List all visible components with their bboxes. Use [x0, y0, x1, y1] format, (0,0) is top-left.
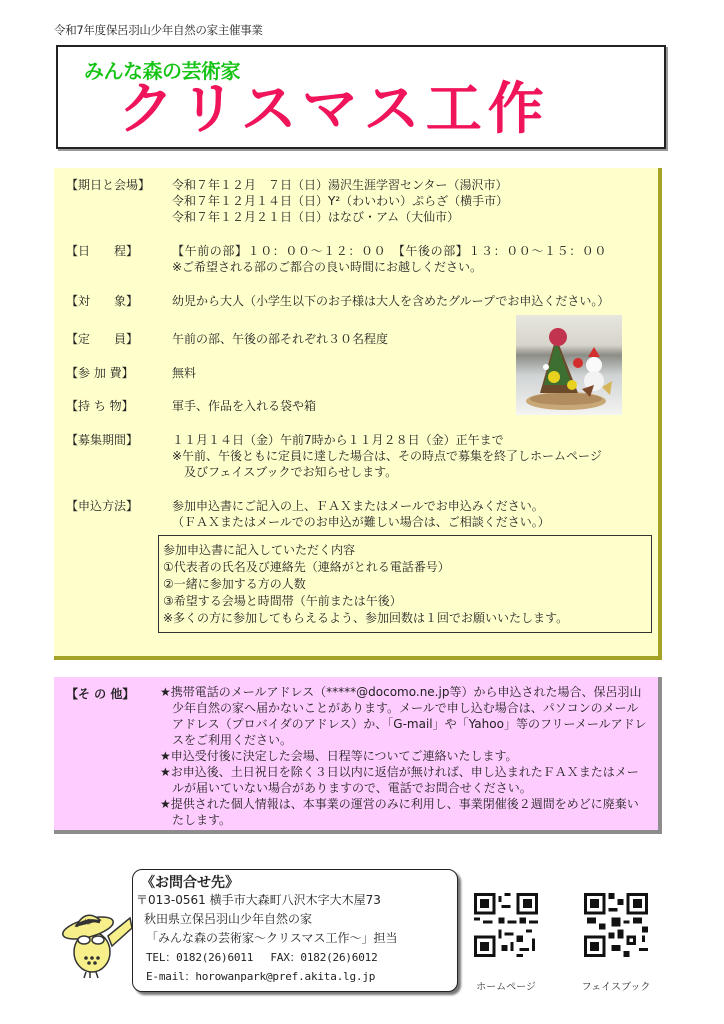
application-label: 【申込方法】: [66, 499, 139, 513]
contact-address: 〒013-0561 横手市大森町八沢木字大木屋73: [136, 893, 381, 907]
contact-phone-fax: TEL：0182(26)6011 FAX：0182(26)6012: [146, 951, 378, 964]
contact-title: 《お問合せ先》: [141, 875, 239, 891]
form-contents-box: [158, 535, 652, 633]
event-subtitle: みんな森の芸術家: [84, 59, 240, 83]
recruitment-note-cont: 及びフェイスブックでお知らせします。: [184, 465, 398, 479]
svg-text:ほ: ほ: [84, 918, 91, 926]
form-contents-item: ②一緒に参加する方の人数: [163, 577, 306, 591]
contact-facility: 秋田県立保呂羽山少年自然の家: [144, 912, 313, 926]
form-contents-item: ③希望する会場と時間帯（午前または午後）: [163, 594, 402, 608]
venue-line: 令和７年１２月２１日（日）はなび・アム（大仙市）: [172, 210, 460, 224]
form-contents-heading: 参加申込書に記入していただく内容: [163, 543, 356, 557]
venue-line: 令和７年１２月１４日（日）Y²（わいわい）ぷらざ（横手市）: [172, 194, 509, 208]
other-label: 【そ の 他】: [66, 687, 135, 701]
bring-value: 軍手、作品を入れる袋や箱: [172, 399, 317, 413]
form-contents-item: ※多くの方に参加してもらえるよう、参加回数は１回でお願いいたします。: [163, 611, 569, 625]
note-item: ★提供された個人情報は、本事業の運営のみに利用し、事業閉催後２週間をめどに廃棄いたします。: [160, 797, 639, 827]
title-banner: [56, 45, 666, 149]
contact-department: 「みんな森の芸術家～クリスマス工作～」担当: [146, 931, 398, 945]
dates-venues-label: 【期日と会場】: [66, 178, 151, 192]
facebook-qr-label: フェイスブック: [581, 982, 651, 993]
form-contents-item: ①代表者の氏名及び連絡先（連絡がとれる電話番号）: [163, 560, 450, 574]
application-note: （ＦＡＸまたはメールでのお申込が難しい場合は、ご相談ください。）: [172, 515, 550, 529]
homepage-qr-label: ホームページ: [476, 982, 536, 993]
fee-value: 無料: [172, 366, 197, 380]
organizer-line: 令和7年度保呂羽山少年自然の家主催事業: [54, 23, 263, 37]
venue-line: 令和７年１２月 ７日（日）湯沢生涯学習センター（湯沢市）: [172, 178, 508, 192]
note-item: ★申込受付後に決定した会場、日程等についてご連絡いたします。: [160, 749, 518, 763]
fee-label: 【参 加 費】: [66, 366, 134, 380]
capacity-value: 午前の部、午後の部それぞれ３０名程度: [172, 332, 389, 346]
bring-label: 【持 ち 物】: [66, 399, 134, 413]
target-label: 【対 象】: [66, 294, 139, 308]
event-title: クリスマス工作: [118, 77, 550, 142]
schedule-label: 【日 程】: [66, 244, 139, 258]
craft-photo: [516, 315, 622, 415]
recruitment-period: １１月１４日（金）午前7時から１１月２８日（金）正午まで: [172, 433, 504, 447]
contact-info-box: [132, 869, 458, 992]
facebook-qr-code-icon[interactable]: [584, 893, 648, 957]
schedule-times: 【午前の部】１０：００～１２：００ 【午後の部】１３：００～１５：００: [172, 244, 608, 258]
other-notes-box: [54, 677, 662, 834]
capacity-label: 【定 員】: [66, 332, 139, 346]
contact-email[interactable]: E-mail：horowanpark@pref.akita.lg.jp: [146, 970, 376, 983]
note-item: ★お申込後、土日祝日を除く３日以内に返信が無ければ、申し込まれたＦＡＸまたはメールが届いていない場合がありますので、電話でお問合せください。: [160, 765, 639, 795]
recruitment-note: ※午前、午後ともに定員に達した場合は、その時点で募集を終了しホームページ: [172, 449, 602, 463]
target-value: 幼児から大人（小学生以下のお子様は大人を含めたグループでお申込ください。）: [172, 294, 610, 308]
owl-mascot-icon: [56, 900, 136, 980]
application-method: 参加申込書にご記入の上、ＦＡＸまたはメールでお申込みください。: [172, 499, 544, 513]
homepage-qr-code-icon[interactable]: [474, 893, 538, 957]
event-details-box: [54, 168, 662, 660]
recruitment-label: 【募集期間】: [66, 433, 139, 447]
note-item: ★携帯電話のメールアドレス（*****@docomo.ne.jp等）から申込された場合、保呂羽山少年自然の家へ届かないことがあります。メールで申し込む場合は、パソコンのメールアドレス（プロバイダのアドレス）か、「G-mail」や「Yahoo」等のフリーメールアドレスをご利用ください。: [160, 685, 647, 747]
schedule-note: ※ご希望される部のご都合の良い時間にお越しください。: [172, 260, 483, 274]
